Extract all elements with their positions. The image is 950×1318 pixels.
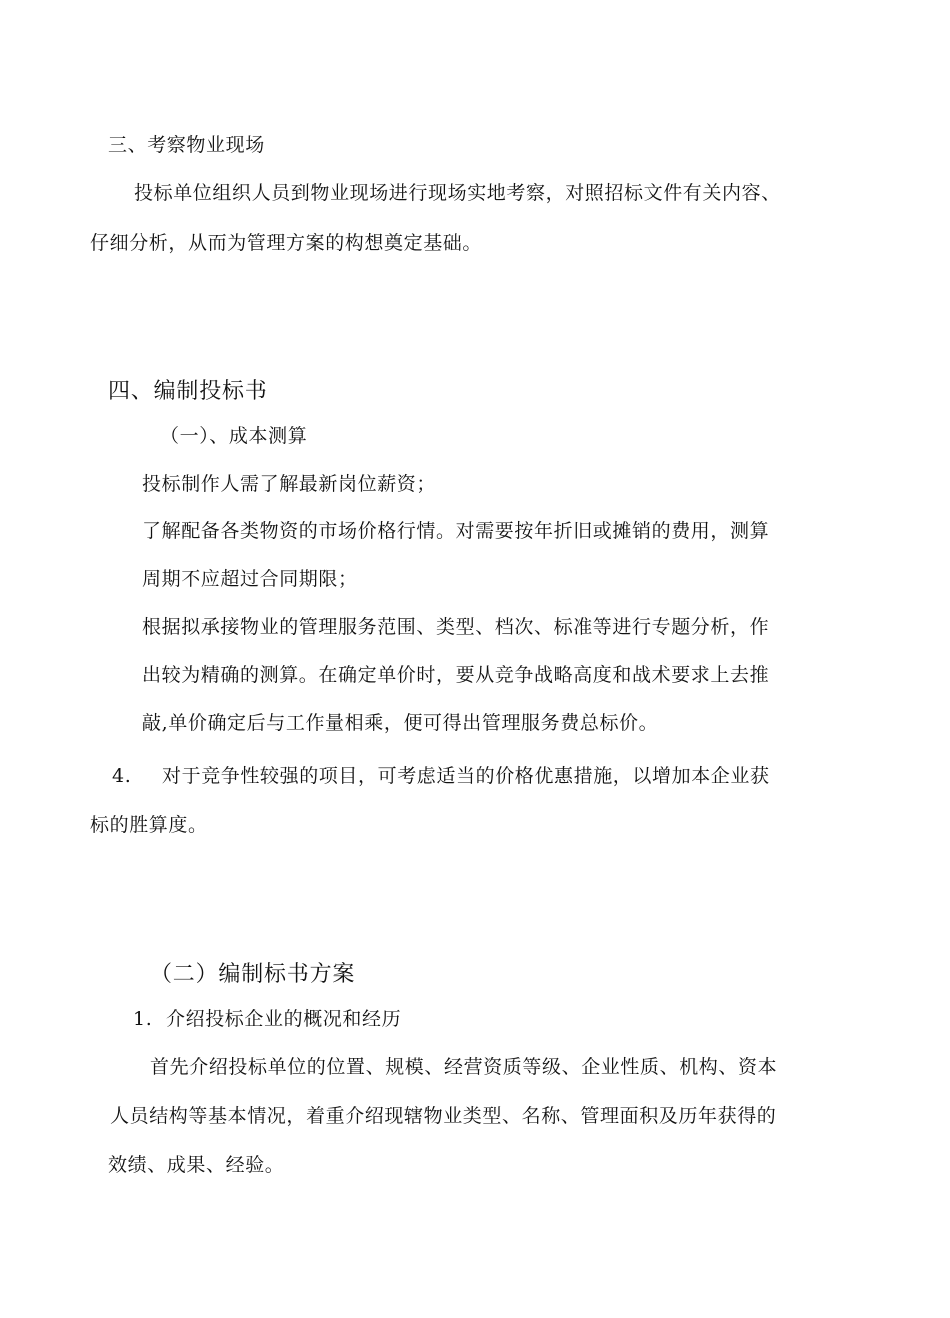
section-3-paragraph-line-2: 仔细分析，从而为管理方案的构想奠定基础。	[90, 232, 483, 254]
bid-plan-paragraph-line-1: 首先介绍投标单位的位置、规模、经营资质等级、企业性质、机构、资本	[150, 1056, 778, 1078]
bid-plan-item-1-heading: 介绍投标企业的概况和经历	[166, 1008, 402, 1030]
cost-item-4-line-1: 对于竞争性较强的项目，可考虑适当的价格优惠措施，以增加本企业获	[162, 765, 770, 787]
cost-item-2-line-1: 了解配备各类物资的市场价格行情。对需要按年折旧或摊销的费用，测算	[142, 520, 770, 542]
cost-item-4-number: 4.	[112, 765, 132, 787]
subsection-bid-plan-heading: （二）编制标书方案	[150, 962, 356, 987]
section-3-heading: 三、考察物业现场	[108, 134, 265, 156]
subsection-cost-estimate-heading: （一）、成本测算	[160, 425, 308, 447]
cost-item-1: 投标制作人需了解最新岗位薪资；	[142, 473, 437, 495]
bid-plan-paragraph-line-3: 效绩、成果、经验。	[108, 1154, 285, 1176]
bid-plan-paragraph-line-2: 人员结构等基本情况，着重介绍现辖物业类型、名称、管理面积及历年获得的	[110, 1105, 777, 1127]
cost-item-3-line-3: 敲,单价确定后与工作量相乘，便可得出管理服务费总标价。	[142, 712, 659, 734]
section-4-heading: 四、编制投标书	[108, 379, 268, 404]
bid-plan-item-1-number: 1.	[133, 1008, 153, 1030]
cost-item-3-line-2: 出较为精确的测算。在确定单价时，要从竞争战略高度和战术要求上去推	[142, 664, 770, 686]
section-3-paragraph-line-1: 投标单位组织人员到物业现场进行现场实地考察，对照招标文件有关内容、	[134, 182, 781, 204]
cost-item-2-line-2: 周期不应超过合同期限；	[142, 568, 358, 590]
cost-item-3-line-1: 根据拟承接物业的管理服务范围、类型、档次、标准等进行专题分析，作	[142, 616, 770, 638]
cost-item-4-line-2: 标的胜算度。	[90, 814, 208, 836]
